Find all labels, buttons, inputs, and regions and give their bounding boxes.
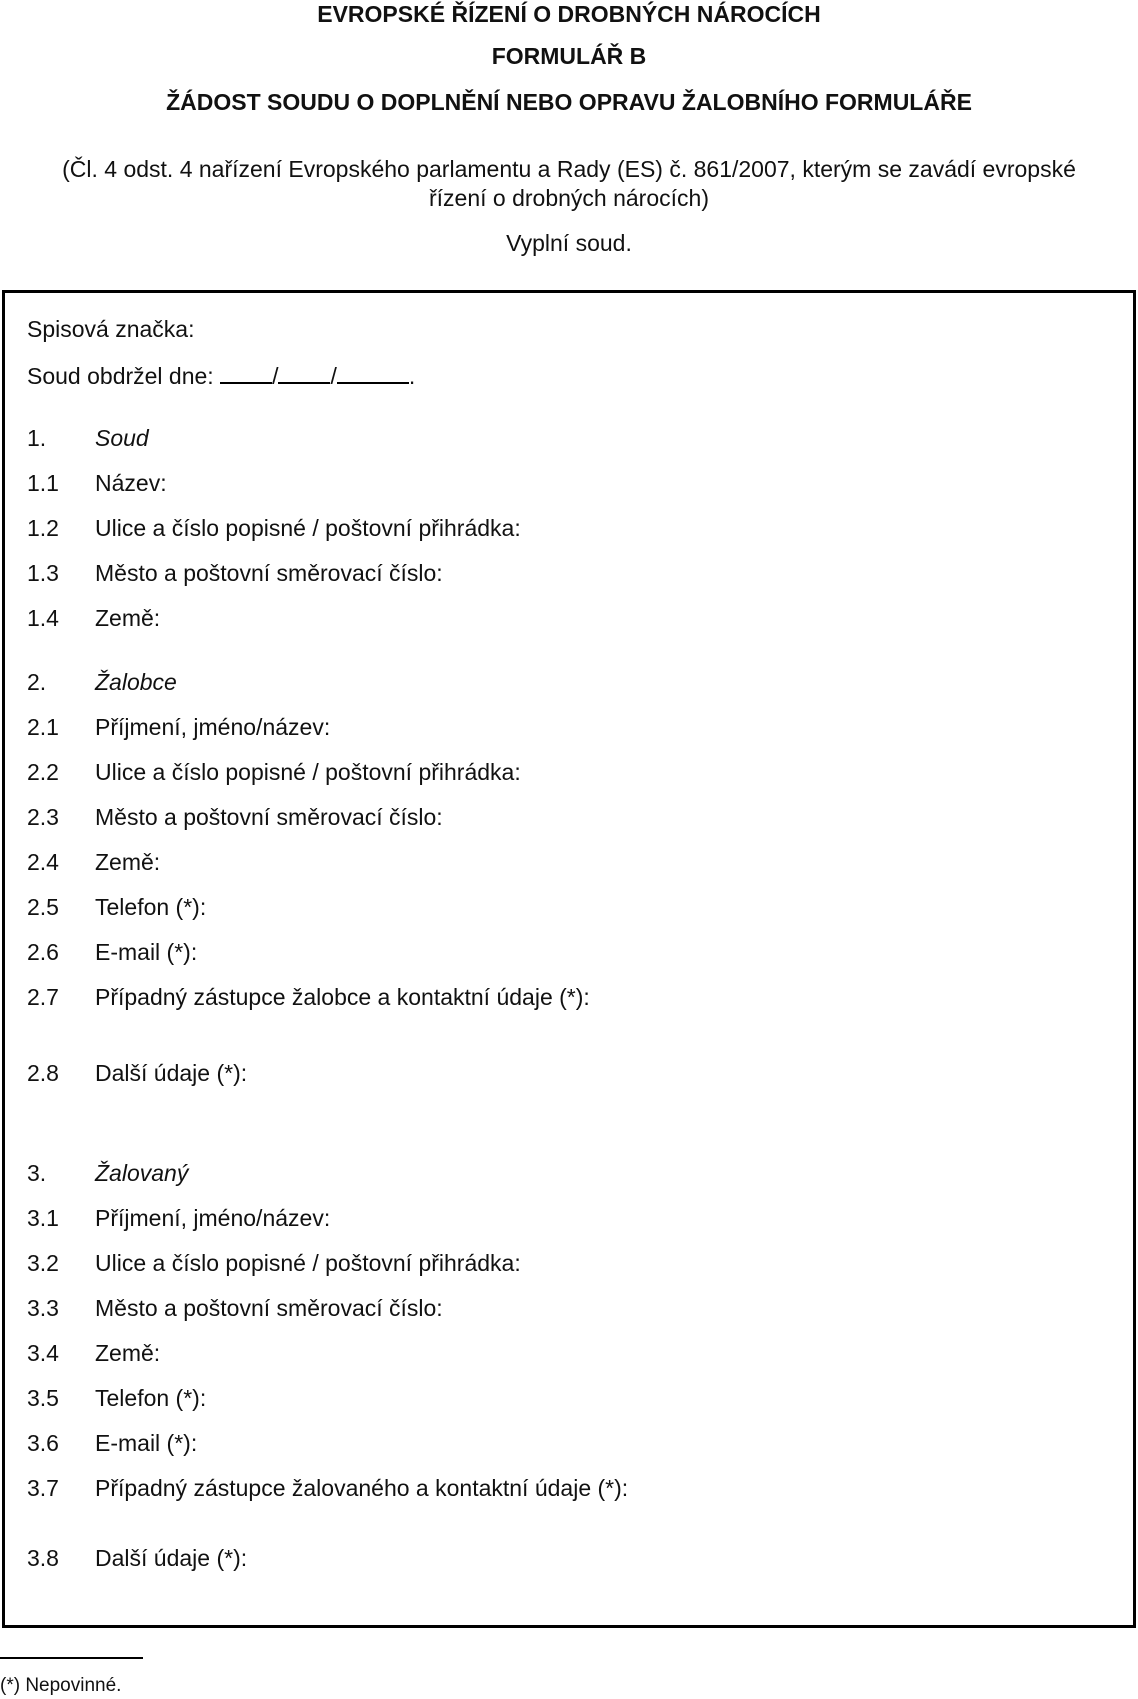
fill-note: Vyplní soud.: [506, 230, 632, 256]
field-row: [27, 758, 521, 786]
section-heading: [27, 424, 149, 452]
field-label: Případný zástupce žalovaného a kontaktní údaje (*):: [95, 1475, 629, 1501]
field-label: Ulice a číslo popisné / poštovní přihrádka:: [95, 515, 521, 541]
section-title: Žalovaný: [95, 1160, 189, 1186]
field-number: 3.1: [27, 1205, 59, 1231]
date-end: .: [408, 363, 416, 389]
section-title: Žalobce: [95, 669, 177, 695]
field-row: [27, 983, 590, 1011]
field-number: 3.8: [27, 1545, 59, 1571]
field-label: Příjmení, jméno/název:: [95, 714, 331, 740]
field-number: 1.4: [27, 605, 59, 631]
field-label: Země:: [95, 849, 161, 875]
received-date-label: Soud obdržel dne:: [27, 363, 214, 389]
date-separator: /: [330, 363, 337, 389]
field-label: Město a poštovní směrovací číslo:: [95, 804, 443, 830]
field-label: Telefon (*):: [95, 1385, 207, 1411]
field-label: E-mail (*):: [95, 1430, 198, 1456]
field-row: [27, 1249, 521, 1277]
section-title: Soud: [95, 425, 149, 451]
field-number: 3.6: [27, 1430, 59, 1456]
field-number: 3.7: [27, 1475, 59, 1501]
field-row: [27, 514, 521, 542]
field-number: 1.2: [27, 515, 59, 541]
field-row: [27, 1384, 206, 1412]
field-number: 1.3: [27, 560, 59, 586]
field-number: 3.3: [27, 1295, 59, 1321]
field-number: 1.1: [27, 470, 59, 496]
form-box: [2, 290, 1136, 1628]
field-label: Další údaje (*):: [95, 1545, 248, 1571]
field-row: [27, 713, 330, 741]
field-number: 3.2: [27, 1250, 59, 1276]
received-day-field[interactable]: [220, 360, 272, 384]
section-number: 2.: [27, 669, 47, 695]
field-row: [27, 1204, 330, 1232]
field-row: [27, 938, 197, 966]
field-label: Ulice a číslo popisné / poštovní přihrádka:: [95, 1250, 521, 1276]
case-number-label: Spisová značka:: [27, 316, 195, 342]
field-label: Případný zástupce žalobce a kontaktní údaje (*):: [95, 984, 590, 1010]
field-label: Město a poštovní směrovací číslo:: [95, 1295, 443, 1321]
field-number: 2.1: [27, 714, 59, 740]
field-number: 3.4: [27, 1340, 59, 1366]
field-row: [27, 559, 443, 587]
field-row: [27, 1339, 160, 1367]
field-label: Další údaje (*):: [95, 1060, 248, 1086]
field-number: 2.3: [27, 804, 59, 830]
field-row: [27, 1544, 247, 1572]
field-number: 3.5: [27, 1385, 59, 1411]
form-heading: ŽÁDOST SOUDU O DOPLNĚNÍ NEBO OPRAVU ŽALOBNÍHO FORMULÁŘE: [166, 89, 972, 115]
field-row: [27, 469, 167, 497]
footnote: (*) Nepovinné.: [0, 1675, 122, 1696]
field-row: [27, 1474, 628, 1502]
received-year-field[interactable]: [337, 360, 409, 384]
field-number: 2.2: [27, 759, 59, 785]
field-label: E-mail (*):: [95, 939, 198, 965]
field-row: [27, 848, 160, 876]
field-number: 2.7: [27, 984, 59, 1010]
field-label: Země:: [95, 605, 161, 631]
field-row: [27, 803, 443, 831]
received-month-field[interactable]: [278, 360, 330, 384]
footnote-divider: [0, 1657, 143, 1659]
field-row: [27, 893, 206, 921]
document-title: EVROPSKÉ ŘÍZENÍ O DROBNÝCH NÁROCÍCH: [317, 1, 821, 27]
form-label: FORMULÁŘ B: [491, 43, 647, 69]
section-number: 1.: [27, 425, 47, 451]
field-number: 2.8: [27, 1060, 59, 1086]
regulation-reference-line1: (Čl. 4 odst. 4 nařízení Evropského parlamentu a Rady (ES) č. 861/2007, kterým se zavádí evropské: [62, 156, 1076, 182]
field-label: Město a poštovní směrovací číslo:: [95, 560, 443, 586]
field-number: 2.4: [27, 849, 59, 875]
regulation-reference-line2: řízení o drobných nárocích): [429, 185, 709, 211]
field-label: Název:: [95, 470, 167, 496]
field-label: Země:: [95, 1340, 161, 1366]
section-number: 3.: [27, 1160, 47, 1186]
field-row: [27, 604, 160, 632]
field-label: Telefon (*):: [95, 894, 207, 920]
field-row: [27, 1294, 443, 1322]
received-date-row: [27, 360, 415, 390]
section-heading: [27, 668, 177, 696]
field-label: Ulice a číslo popisné / poštovní přihrádka:: [95, 759, 521, 785]
date-separator: /: [272, 363, 279, 389]
field-number: 2.6: [27, 939, 59, 965]
field-row: [27, 1059, 247, 1087]
field-label: Příjmení, jméno/název:: [95, 1205, 331, 1231]
field-number: 2.5: [27, 894, 59, 920]
section-heading: [27, 1159, 188, 1187]
field-row: [27, 1429, 197, 1457]
